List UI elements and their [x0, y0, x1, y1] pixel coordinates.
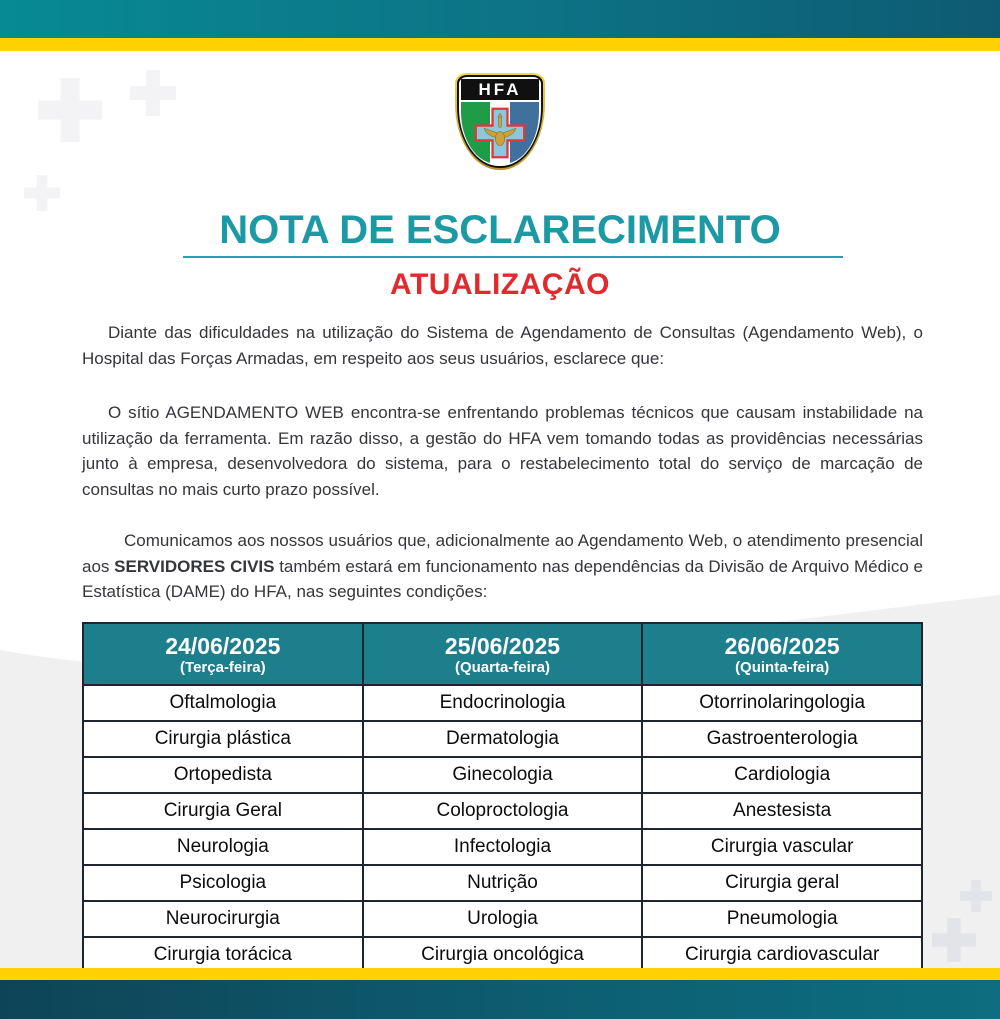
specialty-cell: Cirurgia Geral	[83, 793, 363, 829]
specialty-cell: Pneumologia	[642, 901, 922, 937]
specialty-cell: Nutrição	[363, 865, 643, 901]
bottom-yellow-stripe	[0, 968, 1000, 980]
specialty-cell: Oftalmologia	[83, 685, 363, 721]
specialty-cell: Cirurgia geral	[642, 865, 922, 901]
table-row	[83, 793, 922, 829]
header-weekday: (Quarta-feira)	[454, 658, 550, 676]
header-date: 25/06/2025	[444, 632, 561, 659]
specialty-cell: Neurocirurgia	[83, 901, 363, 937]
specialty-cell: Infectologia	[363, 829, 643, 865]
specialty-cell: Cirurgia torácica	[83, 937, 363, 973]
specialty-cell: Urologia	[363, 901, 643, 937]
specialty-cell: Ortopedista	[83, 757, 363, 793]
specialty-cell: Ginecologia	[363, 757, 643, 793]
paragraph-announcement	[82, 528, 923, 605]
date-header-cell	[642, 623, 922, 685]
title-underline	[183, 256, 843, 258]
paragraph-problem: O sítio AGENDAMENTO WEB encontra-se enfrentando problemas técnicos que causam instabilidade na utilização da ferramenta. Em razão disso, a gestão do HFA vem tomando todas as providências necessárias junto à empresa, desenvolvedora do sistema, para o restabelecimento total do serviço de marcação de consultas no mais curto prazo possível.	[82, 403, 923, 499]
table-row	[83, 829, 922, 865]
shield-gold-border	[455, 73, 545, 170]
header-weekday: (Terça-feira)	[180, 658, 266, 676]
specialty-cell: Endocrinologia	[363, 685, 643, 721]
hfa-logo	[455, 73, 545, 170]
shield-field	[461, 102, 539, 164]
servidores-civis-bold: SERVIDORES CIVIS	[114, 556, 275, 576]
specialty-cell: Coloproctologia	[363, 793, 643, 829]
schedule-table-head	[83, 623, 922, 685]
shield	[459, 77, 541, 166]
medical-cross-icon	[472, 105, 528, 161]
specialty-cell: Psicologia	[83, 865, 363, 901]
specialty-cell: Neurologia	[83, 829, 363, 865]
date-header-cell	[83, 623, 363, 685]
table-row	[83, 685, 922, 721]
specialty-cell: Cirurgia plástica	[83, 721, 363, 757]
paragraph-announcement-before: Comunicamos aos nossos usuários que, adicionalmente ao Agendamento Web, o atendimento presencial aos	[82, 531, 923, 576]
top-yellow-stripe	[0, 38, 1000, 51]
specialty-cell: Cirurgia vascular	[642, 829, 922, 865]
specialty-cell: Gastroenterologia	[642, 721, 922, 757]
schedule-table	[82, 622, 923, 974]
specialty-cell: Dermatologia	[363, 721, 643, 757]
header-weekday: (Quinta-feira)	[735, 658, 830, 676]
schedule-table-body	[83, 685, 922, 973]
specialty-cell: Cirurgia cardiovascular	[642, 937, 922, 973]
page-subtitle: ATUALIZAÇÃO	[390, 268, 610, 301]
specialty-cell: Anestesista	[642, 793, 922, 829]
specialty-cell: Cardiologia	[642, 757, 922, 793]
table-row	[83, 901, 922, 937]
paragraph-intro: Diante das dificuldades na utilização do Sistema de Agendamento de Consultas (Agendamento Web), o Hospital das Forças Armadas, em respeito aos seus usuários, esclarece que:	[82, 323, 923, 368]
bottom-teal-band	[0, 980, 1000, 1019]
table-row	[83, 865, 922, 901]
paragraph-announcement-after: também estará em funcionamento nas dependências da Divisão de Arquivo Médico e Estatística (DAME) do HFA, nas seguintes condições:	[82, 556, 923, 601]
page-title: NOTA DE ESCLARECIMENTO	[219, 208, 781, 252]
top-teal-band	[0, 0, 1000, 38]
header-row	[83, 623, 922, 685]
header-date: 26/06/2025	[724, 632, 840, 659]
table-row	[83, 757, 922, 793]
shield-black-border	[457, 75, 543, 168]
date-header-cell	[363, 623, 643, 685]
specialty-cell: Otorrinolaringologia	[642, 685, 922, 721]
table-row	[83, 721, 922, 757]
specialty-cell: Cirurgia oncológica	[363, 937, 643, 973]
header-date: 24/06/2025	[165, 632, 281, 659]
logo-hfa-text: HFA	[461, 79, 539, 100]
